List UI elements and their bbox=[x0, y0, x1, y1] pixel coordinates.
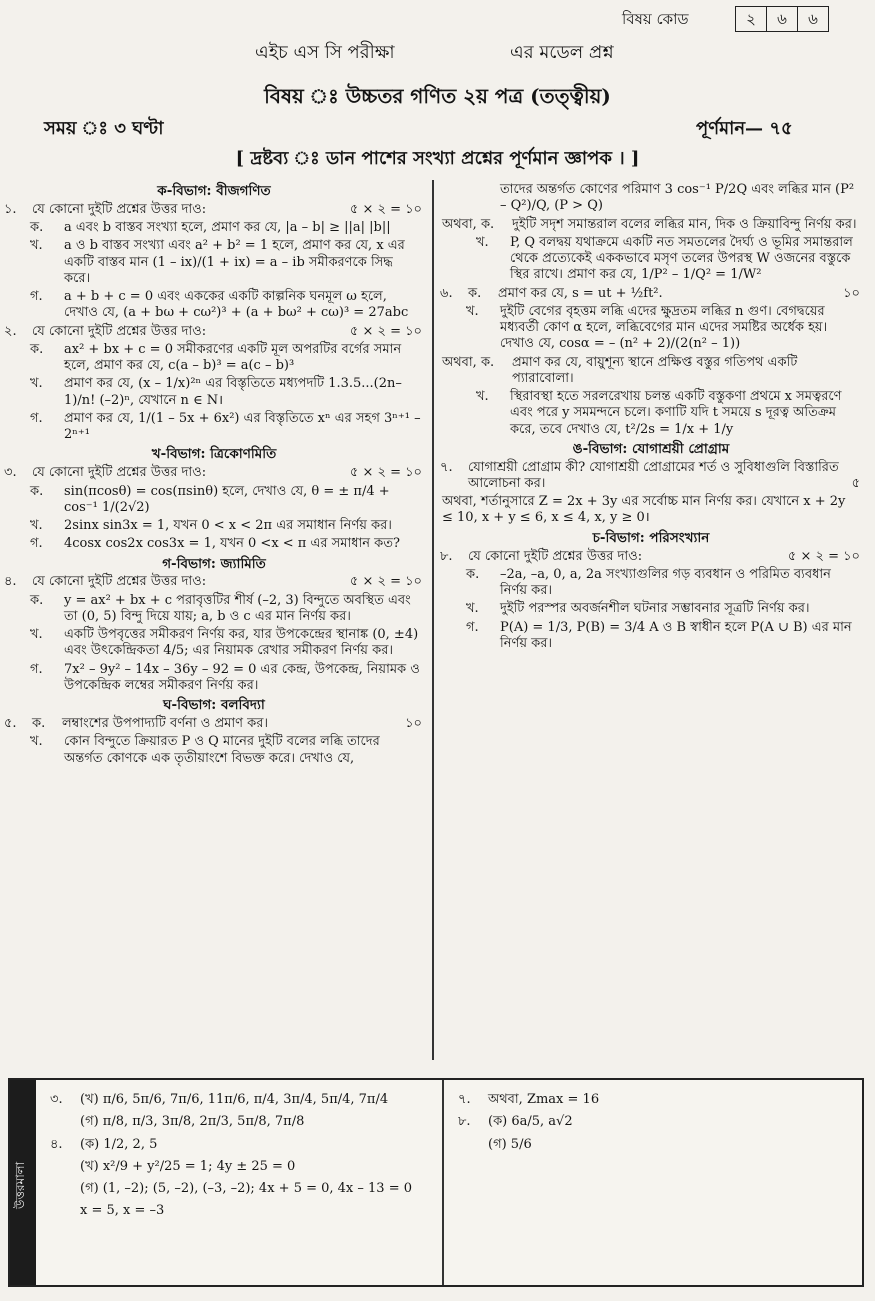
question-number: ৩. bbox=[4, 465, 17, 481]
indent bbox=[458, 1137, 488, 1153]
or-label: অথবা, ক. bbox=[442, 216, 495, 232]
sub-text: P(A) = 1/3, P(B) = 3/4 A ও B স্বাধীন হলে P(A ∪ B) এর মান নির্ণয় কর। bbox=[500, 619, 852, 651]
answer-right bbox=[458, 1086, 838, 1159]
section-heading: খ-বিভাগ: ত্রিকোণমিতি bbox=[151, 446, 277, 463]
question bbox=[0, 716, 428, 732]
sub-question bbox=[0, 238, 428, 287]
sub-text: a + b + c = 0 এবং এককের একটি কাল্পনিক ঘনমূল ω হলে, দেখাও যে, (a + bω + cω²)³ + (a + bω² + cω)³ = 27abc bbox=[64, 289, 409, 321]
sub-text: দুইটি সদৃশ সমান্তরাল বলের লব্ধির মান, দিক ও ক্রিয়াবিন্দু নির্ণয় কর। bbox=[512, 216, 857, 232]
answer-text: x = 5, x = –3 bbox=[80, 1203, 165, 1219]
sub-label: ক. bbox=[466, 566, 480, 582]
question-marks: ১০ bbox=[843, 285, 860, 301]
sub-label: খ. bbox=[30, 376, 43, 392]
sub-label: ক. bbox=[30, 220, 44, 236]
sub-question bbox=[0, 342, 428, 375]
question-text: যে কোনো দুইটি প্রশ্নের উত্তর দাও: bbox=[32, 574, 207, 590]
sub-text: প্রমাণ কর যে, বায়ুশূন্য স্থানে প্রক্ষিপ্ত বস্তুর গতিপথ একটি প্যারাবোলা। bbox=[512, 354, 798, 386]
sub-text: a এবং b বাস্তব সংখ্যা হলে, প্রমাণ কর যে, |a – b| ≥ ||a| |b|| bbox=[64, 220, 391, 236]
answer-text: অথবা, Zmax = 16 bbox=[488, 1092, 600, 1107]
sub-label: ক. bbox=[32, 716, 46, 731]
answer-left bbox=[50, 1086, 430, 1226]
answer-text: (গ) π/8, π/3, 3π/8, 2π/3, 5π/8, 7π/8 bbox=[80, 1114, 305, 1130]
continued-text bbox=[436, 182, 866, 215]
sub-question bbox=[0, 662, 428, 695]
model-title: এর মডেল প্রশ্ন bbox=[510, 42, 614, 63]
sub-label: খ. bbox=[30, 627, 43, 643]
answer-text: (ক) 1/2, 2, 5 bbox=[80, 1136, 158, 1152]
question-marks: ৫ × ২ = ১০ bbox=[349, 574, 422, 590]
sub-label: খ. bbox=[476, 234, 489, 250]
code-digit: ২ bbox=[746, 9, 756, 28]
answer-row bbox=[458, 1137, 838, 1153]
sub-text: একটি উপবৃত্তের সমীকরণ নির্ণয় কর, যার উপকেন্দ্রের স্থানাঙ্ক (0, ±4) এবং উৎকেন্দ্রিকতা 4/5; এর নিয়ামক রেখার সমীকরণ নির্ণয় কর। bbox=[64, 627, 419, 659]
sub-label: খ. bbox=[30, 734, 43, 750]
code-digit: ৬ bbox=[797, 7, 828, 31]
answer-text: (খ) x²/9 + y²/25 = 1; 4y ± 25 = 0 bbox=[80, 1158, 296, 1174]
section-heading: গ-বিভাগ: জ্যামিতি bbox=[162, 555, 266, 572]
column-divider bbox=[432, 180, 434, 1060]
sub-question bbox=[0, 518, 428, 534]
sub-question bbox=[436, 389, 866, 438]
question-marks: ৫ × ২ = ১০ bbox=[349, 465, 422, 481]
answer-row bbox=[50, 1181, 430, 1197]
indent bbox=[436, 182, 500, 215]
left-column bbox=[0, 180, 428, 1060]
sub-question bbox=[0, 484, 428, 517]
section-heading: ক-বিভাগ: বীজগণিত bbox=[157, 183, 271, 199]
sub-question bbox=[32, 716, 405, 732]
sub-label: খ. bbox=[466, 601, 479, 617]
sub-label: ক. bbox=[30, 483, 44, 499]
answer-row bbox=[50, 1159, 430, 1175]
or-question bbox=[436, 355, 866, 388]
question-number: ৬. bbox=[440, 285, 453, 301]
section-heading: ঘ-বিভাগ: বলবিদ্যা bbox=[163, 697, 265, 714]
sub-text: তাদের অন্তর্গত কোণের পরিমাণ 3 cos⁻¹ P/2Q এবং লব্ধির মান (P² – Q²)/Q, (P > Q) bbox=[500, 182, 855, 214]
sub-question bbox=[436, 235, 866, 284]
question-text: যে কোনো দুইটি প্রশ্নের উত্তর দাও: bbox=[32, 465, 207, 481]
answer-divider bbox=[442, 1080, 444, 1285]
answer-row bbox=[50, 1114, 430, 1130]
question-marks: ৫ × ২ = ১০ bbox=[349, 323, 422, 339]
indent bbox=[50, 1203, 80, 1219]
question-marks: ৫ × ২ = ১০ bbox=[349, 201, 422, 217]
sub-text: স্থিরাবস্থা হতে সরলরেখায় চলন্ত একটি বস্তুকণা প্রথমে x সমত্বরণে এবং পরে y সমমন্দনে চলে। কণাটি যদি t সময়ে s দূরত্ব অতিক্রম করে, তবে দেখাও যে, t²/2s = 1/x + 1/y bbox=[510, 389, 842, 437]
sub-text: a ও b বাস্তব সংখ্যা এবং a² + b² = 1 হলে, প্রমাণ কর যে, x এর একটি বাস্তব মান (1 – ix)/(1 + ix) = a – ib সমীকরণকে সিদ্ধ করে। bbox=[64, 238, 405, 286]
subject-code-box bbox=[735, 6, 829, 32]
question bbox=[436, 286, 866, 302]
question-text: যে কোনো দুইটি প্রশ্নের উত্তর দাও: bbox=[468, 548, 643, 564]
sub-question bbox=[0, 627, 428, 660]
answer-number: ৭. bbox=[458, 1092, 471, 1107]
answer-band-label: উত্তরমালা bbox=[13, 1161, 27, 1209]
full-marks-label: পূর্ণমান— ৭৫ bbox=[696, 118, 793, 139]
answer-number: ৮. bbox=[458, 1114, 471, 1130]
sub-question bbox=[436, 601, 866, 617]
sub-question bbox=[468, 286, 843, 302]
question-marks: ৫ bbox=[851, 475, 860, 491]
sub-label: খ. bbox=[30, 518, 43, 533]
question-number: ১. bbox=[4, 201, 17, 217]
sub-text: 7x² – 9y² – 14x – 36y – 92 = 0 এর কেন্দ্র, উপকেন্দ্র, নিয়ামক ও উপকেন্দ্রিক লম্বের সমীকরণ নির্ণয় কর। bbox=[64, 661, 420, 693]
sub-label: গ. bbox=[30, 289, 43, 305]
sub-text: ax² + bx + c = 0 সমীকরণের একটি মূল অপরটির বর্গের সমান হলে, প্রমাণ কর যে, c(a – b)³ = a(c – b)³ bbox=[64, 341, 402, 374]
sub-text: দুইটি বেগের বৃহত্তম লব্ধি এদের ক্ষুদ্রতম লব্ধির n গুণ। বেগদ্বয়ের মধ্যবর্তী কোণ α হলে, লব্ধিবেগের মান এদের সমষ্টির অর্ধেক হয়। দেখাও যে, cosα = – (n² + 2)/(2(n² – 1)) bbox=[500, 303, 828, 352]
question-number: ২. bbox=[4, 323, 17, 339]
sub-text: প্রমাণ কর যে, s = ut + ½ft². bbox=[498, 285, 663, 301]
question bbox=[436, 460, 866, 493]
or-question bbox=[436, 217, 866, 233]
answer-box bbox=[8, 1078, 864, 1287]
question bbox=[436, 549, 866, 565]
question-number: ৮. bbox=[440, 548, 453, 564]
code-digit: ৬ bbox=[766, 7, 797, 31]
question-marks: ১০ bbox=[405, 716, 422, 731]
sub-text: প্রমাণ কর যে, 1/(1 – 5x + 6x²) এর বিস্তৃতিতে xⁿ এর সহগ 3ⁿ⁺¹ – 2ⁿ⁺¹ bbox=[64, 410, 421, 443]
sub-text: y = ax² + bx + c পরাবৃত্তটির শীর্ষ (–2, 3) বিন্দুতে অবস্থিত এবং তা (0, 5) বিন্দু দিয়ে যায়; a, b ও c এর মান নির্ণয় কর। bbox=[64, 592, 411, 624]
question-text: যে কোনো দুইটি প্রশ্নের উত্তর দাও: bbox=[32, 201, 207, 217]
question bbox=[0, 324, 428, 340]
answer-text: (খ) π/6, 5π/6, 7π/6, 11π/6, π/4, 3π/4, 5π/4, 7π/4 bbox=[80, 1092, 389, 1107]
sub-label: গ. bbox=[30, 410, 43, 426]
sub-label: গ. bbox=[30, 536, 43, 552]
answer-band bbox=[10, 1080, 36, 1285]
answer-row bbox=[50, 1092, 430, 1108]
instruction-note: [ দ্রষ্টব্য ঃ ডান পাশের সংখ্যা প্রশ্নের পূর্ণমান জ্ঞাপক । ] bbox=[235, 148, 640, 169]
answer-number: ৪. bbox=[50, 1136, 63, 1152]
or-question bbox=[436, 494, 866, 527]
sub-question bbox=[0, 411, 428, 444]
indent bbox=[50, 1114, 80, 1130]
answer-text: (ক) 6a/5, a√2 bbox=[488, 1114, 573, 1130]
sub-label: খ. bbox=[476, 389, 489, 404]
sub-label: ক. bbox=[468, 285, 482, 301]
sub-text: লম্বাংশের উপপাদ্যটি বর্ণনা ও প্রমাণ কর। bbox=[62, 716, 269, 731]
or-label: অথবা, ক. bbox=[442, 354, 495, 370]
sub-question bbox=[0, 593, 428, 626]
right-column bbox=[436, 180, 866, 1060]
answer-row bbox=[50, 1137, 430, 1153]
indent bbox=[50, 1159, 80, 1175]
time-label: সময় ঃ ৩ ঘণ্টা bbox=[44, 118, 164, 139]
question-marks: ৫ × ২ = ১০ bbox=[787, 548, 860, 564]
sub-label: ক. bbox=[30, 592, 44, 608]
section-heading: চ-বিভাগ: পরিসংখ্যান bbox=[592, 529, 710, 546]
question bbox=[0, 202, 428, 218]
answer-text: (গ) 5/6 bbox=[488, 1136, 532, 1152]
sub-text: অথবা, শর্তানুসারে Z = 2x + 3y এর সর্বোচ্চ মান নির্ণয় কর। যেখানে x + 2y ≤ 10, x + y ≤ 6, x ≤ 4, x, y ≥ 0। bbox=[442, 494, 846, 526]
sub-question bbox=[0, 220, 428, 236]
answer-row bbox=[458, 1114, 838, 1130]
question bbox=[0, 465, 428, 481]
sub-question bbox=[436, 304, 866, 353]
sub-text: P, Q বলদ্বয় যথাক্রমে একটি নত সমতলের দৈর্ঘ্য ও ভূমির সমান্তরাল থেকে প্রত্যেকেই এককভাবে মসৃণ তলের উপরস্থ W ওজনের বস্তুকে স্থির রাখে। প্রমাণ কর যে, 1/P² – 1/Q² = 1/W² bbox=[510, 234, 853, 283]
question-number: ৭. bbox=[440, 459, 453, 475]
sub-text: দুইটি পরস্পর অবর্জনশীল ঘটনার সম্ভাবনার সূত্রটি নির্ণয় কর। bbox=[500, 601, 810, 617]
sub-question bbox=[436, 620, 866, 653]
sub-question bbox=[0, 289, 428, 322]
question-number: ৪. bbox=[4, 574, 17, 590]
answer-text: (গ) (1, –2); (5, –2), (–3, –2); 4x + 5 = 0, 4x – 13 = 0 bbox=[80, 1181, 412, 1196]
sub-label: খ. bbox=[30, 238, 43, 254]
answer-row bbox=[458, 1092, 838, 1108]
question-text: যোগাশ্রয়ী প্রোগ্রাম কী? যোগাশ্রয়ী প্রোগ্রামের শর্ত ও সুবিধাগুলি বিস্তারিত আলোচনা কর। bbox=[468, 459, 839, 491]
sub-question bbox=[0, 536, 428, 552]
sub-label: গ. bbox=[30, 661, 43, 677]
sub-text: sin(πcosθ) = cos(πsinθ) হলে, দেখাও যে, θ = ± π/4 + cos⁻¹ 1/(2√2) bbox=[64, 483, 390, 515]
sub-text: 2sinx sin3x = 1, যখন 0 < x < 2π এর সমাধান নির্ণয় কর। bbox=[64, 518, 392, 533]
answer-row bbox=[50, 1203, 430, 1219]
sub-question bbox=[0, 376, 428, 409]
question-number: ৫. bbox=[4, 716, 17, 731]
answer-number: ৩. bbox=[50, 1092, 63, 1107]
sub-question bbox=[436, 567, 866, 600]
question bbox=[0, 574, 428, 590]
sub-label: খ. bbox=[466, 303, 479, 319]
sub-label: ক. bbox=[30, 341, 44, 357]
sub-text: কোন বিন্দুতে ক্রিয়ারত P ও Q মানের দুইটি বলের লব্ধি তাদের অন্তর্গত কোণকে এক তৃতীয়াংশে বিভক্ত করে। দেখাও যে, bbox=[64, 734, 380, 766]
subject-title: বিষয় ঃ উচ্চতর গণিত ২য় পত্র (তত্ত্বীয়) bbox=[264, 84, 611, 108]
sub-text: –2a, –a, 0, a, 2a সংখ্যাগুলির গড় ব্যবধান ও পরিমিত ব্যবধান নির্ণয় কর। bbox=[500, 566, 831, 598]
subject-code-label: বিষয় কোড bbox=[622, 10, 689, 28]
sub-question bbox=[0, 734, 428, 767]
sub-text: 4cosx cos2x cos3x = 1, যখন 0 <x < π এর সমাধান কত? bbox=[64, 536, 400, 552]
sub-label: গ. bbox=[466, 619, 479, 635]
sub-text: প্রমাণ কর যে, (x – 1/x)²ⁿ এর বিস্তৃতিতে মধ্যপদটি 1.3.5...(2n–1)/n! (–2)ⁿ, যেখানে n ∈ N। bbox=[64, 376, 402, 408]
section-heading: ঙ-বিভাগ: যোগাশ্রয়ী প্রোগ্রাম bbox=[572, 440, 730, 457]
question-text: যে কোনো দুইটি প্রশ্নের উত্তর দাও: bbox=[32, 323, 207, 339]
indent bbox=[50, 1181, 80, 1197]
exam-title: এইচ এস সি পরীক্ষা bbox=[255, 42, 395, 63]
